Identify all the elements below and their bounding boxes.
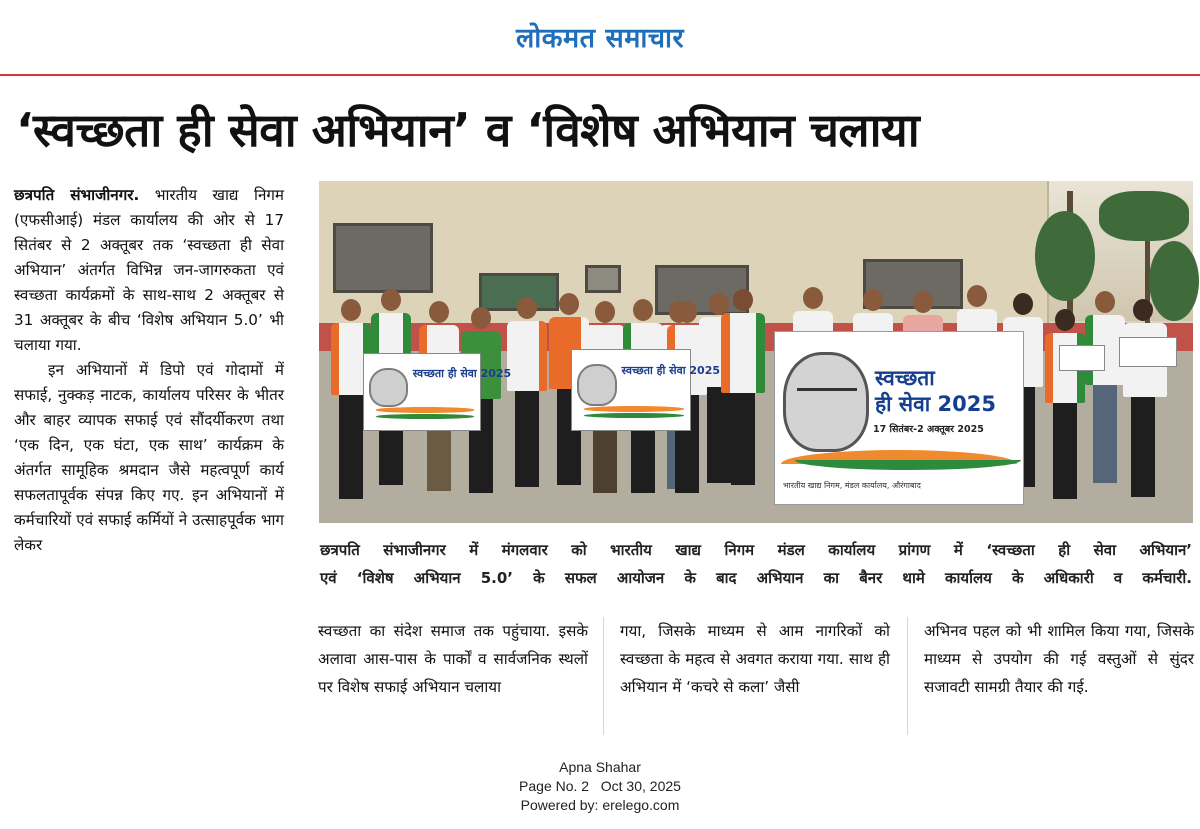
- small-sign-2: [1119, 337, 1177, 367]
- caption-line-1: छत्रपति संभाजीनगर में मंगलवार को भारतीय खाद्य निगम मंडल कार्यालय प्रांगण में ‘स्वच्छता ही सेवा अभियान’: [320, 541, 1192, 559]
- masthead: [0, 0, 1200, 76]
- article-paragraph-1: [14, 183, 284, 358]
- placard-left-title: स्वच्छता ही सेवा 2025: [412, 367, 512, 381]
- green-swoosh: [795, 460, 1021, 470]
- caption-line-2: एवं ‘विशेष अभियान 5.0’ के सफल आयोजन के बाद अभियान का बैनर थामे कार्यालय के अधिकारी व कर्मचारी.: [320, 569, 1192, 587]
- banner-title-line-1: स्वच्छता: [875, 366, 935, 390]
- footer-powered-by: Powered by: erelego.com: [520, 797, 680, 813]
- small-sign-1: [1059, 345, 1105, 371]
- article-left-column: [14, 183, 284, 558]
- article-paragraph-2: इन अभियानों में डिपो एवं गोदामों में सफाई, नुक्कड़ नाटक, कार्यालय परिसर के भीतर और बाहर व्यापक सफाई एवं सौंदर्यीकरण तथा ‘एक दिन, एक घंटा, एक साथ’ कार्यक्रम के अंतर्गत सामूहिक श्रमदान जैसे महत्वपूर्ण कार्य सफलतापूर्वक संपन्न किए गए. इन अभियानों में कर्मचारियों एवं सफाई कर्मियों ने उत्साहपूर्वक भाग लेकर: [14, 361, 284, 554]
- article-column-2: स्वच्छता का संदेश समाज तक पहुंचाया. इसके अलावा आस-पास के पार्कों व सार्वजनिक स्थलों पर विशेष सफाई अभियान चलाया: [318, 622, 588, 696]
- placard-center: [571, 349, 721, 431]
- campaign-banner: [774, 331, 1024, 505]
- column-divider: [603, 617, 604, 735]
- article-column-3: गया, जिसके माध्यम से आम नागरिकों को स्वच्छता के महत्व से अवगत कराया गया. साथ ही अभियान में ‘कचरे से कला’ जैसी: [620, 622, 890, 696]
- article-column-4: अभिनव पहल को भी शामिल किया गया, जिसके माध्यम से उपयोग की गई वस्तुओं से सुंदर सजावटी सामग्री तैयार की गई.: [924, 622, 1194, 696]
- banner-title-line-2: ही सेवा 2025: [875, 392, 996, 416]
- footer-page-info: Page No. 2 Oct 30, 2025: [519, 778, 681, 794]
- paragraph-1-text: भारतीय खाद्य निगम (एफसीआई) मंडल कार्यालय की ओर से 17 सितंबर से 2 अक्तूबर तक ‘स्वच्छता ही सेवा अभियान’ अंतर्गत विभिन्न जन-जागरुकता एवं स्वच्छता कार्यक्रमों के साथ-साथ 2 अक्तूबर से 31 अक्तूबर के बीच ‘विशेष अभियान 5.0’ भी चलाया गया.: [14, 186, 285, 354]
- photo-caption: [320, 536, 1192, 592]
- placard-left: [363, 353, 512, 431]
- news-photo: [319, 181, 1193, 523]
- footer-source: Apna Shahar: [559, 759, 641, 775]
- column-divider: [907, 617, 908, 735]
- article-headline: ‘स्वच्छता ही सेवा अभियान’ व ‘विशेष अभियान चलाया: [16, 103, 920, 157]
- banner-dates: 17 सितंबर-2 अक्तूबर 2025: [873, 424, 984, 435]
- banner-footer: भारतीय खाद्य निगम, मंडल कार्यालय, औरंगाबाद: [783, 481, 921, 490]
- page-footer: [400, 758, 800, 815]
- placard-center-title: स्वच्छता ही सेवा 2025: [621, 363, 721, 377]
- gandhi-portrait: [783, 352, 869, 452]
- dateline: छत्रपति संभाजीनगर.: [14, 186, 140, 204]
- newspaper-title: लोकमत समाचार: [515, 23, 685, 54]
